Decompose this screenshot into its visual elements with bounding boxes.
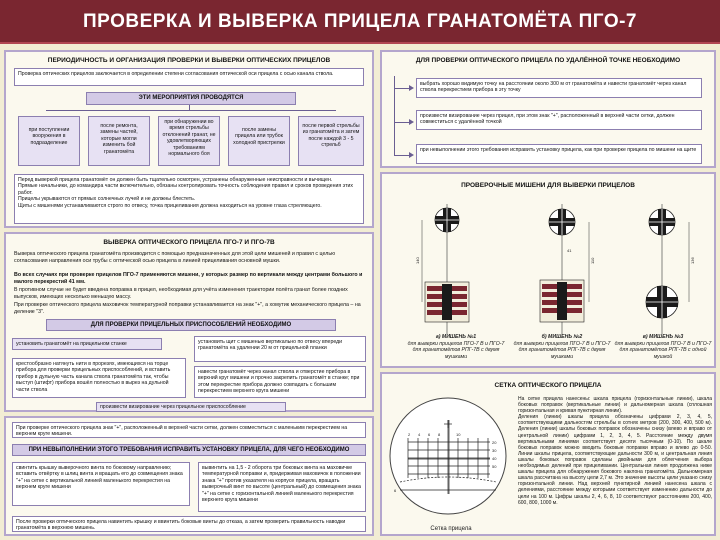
remote-point-heading: ДЛЯ ПРОВЕРКИ ОПТИЧЕСКОГО ПРИЦЕЛА ПО УДАЛЁННОЙ ТОЧКЕ НЕОБХОДИМО [415, 57, 681, 64]
target-3 [646, 204, 695, 334]
remote-step-sighting: произвести визирование через прицел, при этом знак "+", расположенный в верхней части сетки, должен совместиться с удалённой точкой [416, 110, 702, 130]
remote-step-correct: при невыполнении этого требования исправить установку прицела, как при проверке прицела по мишени на щите [416, 144, 702, 164]
remote-point-panel [380, 50, 716, 168]
event-box: после первой стрельбы из гранатомёта и затем после каждой 3 - 5 стрельб [298, 116, 364, 166]
final-note: После проверки оптического прицела навинтить крышку и ввинтить боковые винты до отказа, а затем проверить правильность наводки гранатомёта в верхнюю мишень. [12, 516, 366, 532]
step-mount-launcher: установить гранатомёт на прицельном станке [12, 338, 162, 350]
reticle-heading: СЕТКА ОПТИЧЕСКОГО ПРИЦЕЛА [494, 382, 602, 389]
alignment-panel [4, 232, 374, 412]
target-2 [540, 204, 595, 334]
reticle-scale-label: 10 [456, 432, 461, 437]
fix-windage: свинтить крышку выверочного винта по боковому направлению; вставить отвёртку в шлиц винта и вращать его до совмещения знака "+" на сетке с вертикальной линией маленького перекрестия на верхнем круге мишени [12, 462, 190, 506]
events-heading: ЭТИ МЕРОПРИЯТИЯ ПРОВОДЯТСЯ [86, 92, 296, 105]
reticle-scale-label: 20 [492, 440, 497, 445]
check-note: При проверке оптического прицела знак "+", расположенный в верхней части сетки, должен совместиться с маленьким перекрестием на верхнем круге мишени. [12, 422, 366, 438]
targets-heading: ПРОВЕРОЧНЫЕ МИШЕНИ ДЛЯ ВЫВЕРКИ ПРИЦЕЛОВ [461, 182, 635, 189]
target-label: б) МИШЕНЬ №2 [541, 334, 583, 340]
target-1 [415, 204, 469, 334]
organization-heading: ПЕРИОДИЧНОСТЬ И ОРГАНИЗАЦИЯ ПРОВЕРКИ И ВЫВЕРКИ ОПТИЧЕСКИХ ПРИЦЕЛОВ [47, 57, 331, 64]
target-label: в) МИШЕНЬ №3 [642, 334, 684, 340]
step-target-shield: установить щит с мишенью вертикально по отвесу впереди гранатомёта на удалении 20 м от прицельной планки [194, 336, 366, 362]
remote-step-select-point: выбрать хорошо видимую точку на расстоянии около 300 м от гранатомёта и навести гранатомёт через канал ствола перекрестием прибора в эту точку [416, 78, 702, 98]
reticle-scale-label: 4 [418, 432, 421, 437]
alignment-heading: ВЫВЕРКА ОПТИЧЕСКОГО ПРИЦЕЛА ПГО-7 И ПГО-7В [103, 239, 275, 246]
reticle-scale-label: 40 [492, 456, 497, 461]
organization-notes: Перед выверкой прицела гранатомёт он должен быть тщательно осмотрен, устранены обнаруженные неисправности и вычищен. Прямые начальники, до командира части включительно, обязаны контролировать точность соблюдения правил и сроков проведения этих работ. Прицелы укрываются от прямых солнечных лучей и не должны блестеть. Щиты с мишенями устанавливаются строго по отвесу, точка прицеливания должна находиться на уровне глаза стреляющего. [14, 174, 364, 224]
event-box: после замены прицела или трубок холодной пристрелки [228, 116, 290, 166]
target-dimension: 41 [567, 248, 572, 253]
step-sighting: произвести визирование через прицельное приспособление [96, 402, 286, 412]
target-label: а) МИШЕНЬ №1 [435, 334, 477, 340]
step-aim-launcher: навести гранатомёт через канал ствола и отверстие прибора в верхний круг мишени и прочно закрепить гранатомёт в станке; при этом перекрестие прибора должно совпадать с большим перекрестием верхнего круга мишени [194, 366, 366, 398]
reticle-drawing [386, 394, 516, 524]
poster-title: ПРОВЕРКА И ВЫВЕРКА ПРИЦЕЛА ГРАНАТОМЁТА ПГО-7 [0, 0, 720, 44]
reticle-scale-label: 30 [492, 448, 497, 453]
target-dimension: 136 [690, 257, 695, 264]
targets-drawing [382, 194, 714, 344]
alignment-para-3: В противном случае не будет введена поправка в прицел, необходимая для учёта изменения траектории полёта гранат более поздних выпусков, имеющих несколько меньшую массу. [14, 287, 348, 300]
intro-box: Проверка оптических прицелов заключается в определении степени согласования оптической оси прицела с осью канала ствола. [14, 68, 364, 86]
event-box: при поступлении вооружения в подразделение [18, 116, 80, 166]
fix-elevation: вывинтить на 1,5 - 2 оборота три боковых винта на маховичке температурной поправки и, придерживая маховичок в положении знака "+" против указателя на корпусе прицела, вращать выверочный винт по высоте (центральный) до совмещения знака "+" на сетке с горизонтальной линией маленького перекрестия верхнего круга мишени [198, 462, 366, 512]
reticle-scale-label: 2 [408, 432, 411, 437]
reticle-text: На сетке прицела нанесены: шкала прицела (горизонтальные линии), шкала боковых поправок (вертикальные линии) и дальномерная шкала (сплошная горизонтальная и кривая пунктирная линии). Деления (линии) шкалы прицела обозначены цифрами 2, 3, 4, 5, соответствующими дальностям стрельбы в сотнях метров (200, 300, 400, 500 м). Деления (линии) шкалы боковых поправок обозначены снизу (влево и вправо от центральной линии) цифрами 1, 2, 3, 4, 5. Расстояние между двумя вертикальными линиями соответствует десяти тысячным (0-10). По шкале боковых поправок можно вводить боковые поправки вправо и влево до 0-50. Линии шкалы прицела, соответствующие дальности 300 м, и центральная линия шкалы боковых поправок сделаны двойными для облегчения выбора необходимых делений при прицеливании. Центральная линия продолжена ниже шкалы прицела для обнаружения бокового наклона гранатомёта. Дальномерная шкала рассчитана на высоту цели 2,7 м. Это значение высоты цели указано снизу горизонтальной линии. Над верхней пунктирной линией нанесена шкала с делениями, расстояние между которыми соответствует изменению дальности до цели на 100 м. Цифры шкалы 2, 4, 6, 8, 10 соответствуют расстояниям 200, 400, 600, 800, 1000 м. [518, 396, 712, 506]
correction-panel [4, 416, 374, 536]
event-box: после ремонта, замены частей, которые могли изменить бой гранатомёта [88, 116, 150, 166]
events-connector [46, 110, 336, 111]
alignment-para-4: При проверке оптического прицела маховичок температурной поправки устанавливается на знак "+", а хомутик механического прицела – на деление "3". [14, 302, 361, 315]
target-desc: для выверки прицелов ПГО-7 В и ПГО-7 для гранатомётов РПГ-7В с одной мушкой [614, 341, 712, 360]
reticle-scale-label: 6 [428, 432, 431, 437]
reticle-scale-label: 50 [492, 464, 497, 469]
event-box: при обнаружении во время стрельбы отклонений гранат, не удовлетворяющих требованиям нормального боя [158, 116, 220, 166]
reticle-scale-label: 6 [394, 488, 397, 493]
targets-panel [380, 172, 716, 368]
reticle-scale-label: 8 [438, 432, 441, 437]
alignment-para-1: Выверка оптического прицела гранатомёта производится с помощью предназначенных для этой цели мишеней и правил с целью согласования направления оси трубы с оптической осью прицела в линией прицеливания основной мушки. [14, 251, 336, 264]
target-desc: для выверки прицелов ПГО-7 В и ПГО-7 для гранатомётов РПГ-7В с двумя мушками [513, 341, 611, 360]
devices-band: ДЛЯ ПРОВЕРКИ ПРИЦЕЛЬНЫХ ПРИСПОСОБЛЕНИЙ НЕОБХОДИМО [46, 319, 336, 331]
reticle-caption: Сетка прицела [430, 526, 472, 532]
target-desc: для выверки прицелов ПГО-7 В и ПГО-7 для гранатомётов РПГ-7В с двумя мушками [407, 341, 505, 360]
correction-band: ПРИ НЕВЫПОЛНЕНИИ ЭТОГО ТРЕБОВАНИЯ ИСПРАВИТЬ УСТАНОВКУ ПРИЦЕЛА, ДЛЯ ЧЕГО НЕОБХОДИМО [12, 444, 366, 456]
alignment-para-2: Во всех случаях при проверке прицелов ПГО-7 применяются мишени, у которых размер по вертикали между центрами большого и малого перекрестий 41 мм. [14, 272, 363, 285]
reticle-panel [380, 372, 716, 536]
step-insert-device: крестообразно натянуть нити в прорезях, имеющихся на торце прибора для проверки прицельных приспособлений, и вставить прибор в дульную часть канала ствола гранатомёта так, чтобы выступ (штифт) прибора вошёл полностью в вырез на дульной части ствола [12, 358, 186, 398]
organization-panel [4, 50, 374, 228]
target-dimension: 110 [590, 257, 595, 264]
target-dimension: 140 [415, 257, 420, 264]
